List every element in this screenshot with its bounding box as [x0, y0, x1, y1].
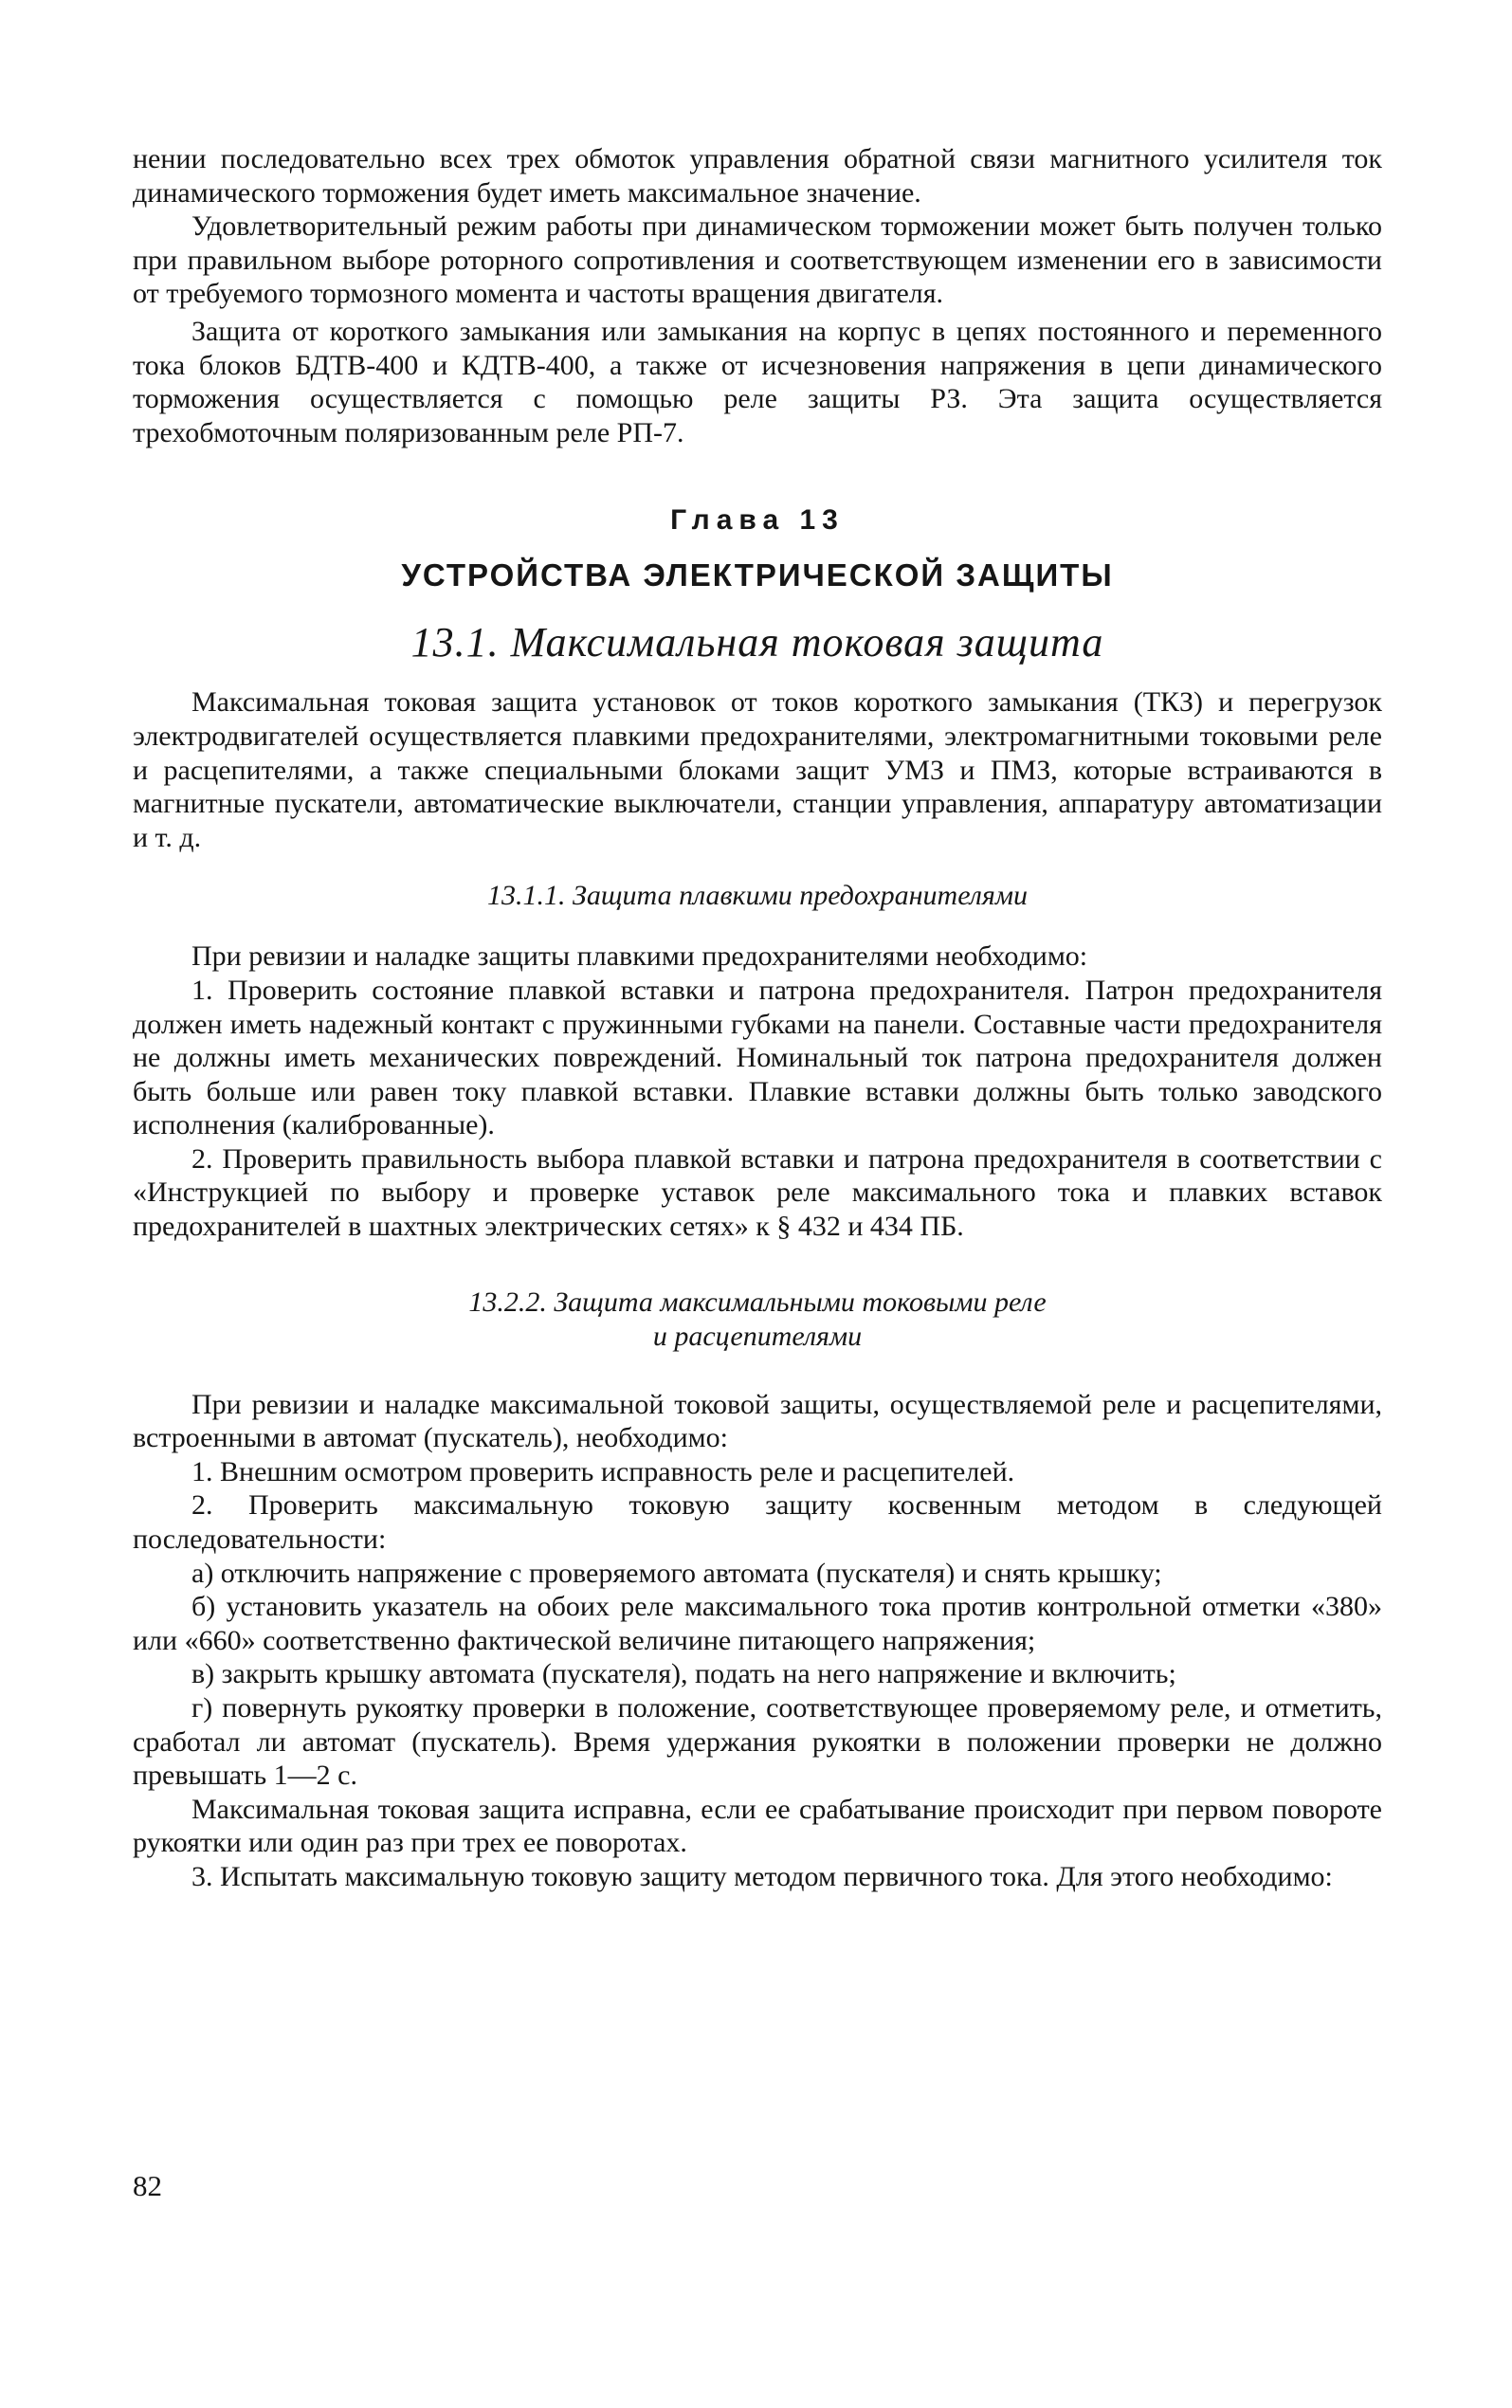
sub2-paragraph-5: 3. Испытать максимальную токовую защиту методом первичного тока. Для этого необходимо: — [191, 1860, 1333, 1892]
sub2-paragraph-2: 1. Внешним осмотром проверить исправность реле и расцепителей. — [191, 1455, 1015, 1487]
intro-paragraph-3: Защита от короткого замыкания или замыкания на корпус в цепях постоянного и переменного тока блоков БДТВ-400 и КДТВ-400, а также от исчезновения напряжения в цепи динамического торможения осуществляется с помощью реле защиты РЗ. Эта защита осуществляется трехобмоточным поляризованным реле РП-7. — [133, 315, 1382, 448]
section-paragraph-1: Максимальная токовая защита установок от токов короткого замыкания (ТКЗ) и перегрузок электродвигателей осуществляется плавкими предохранителями, электромагнитными токовыми реле и расцепителями, а также специальными блоками защит УМЗ и ПМЗ, которые встраиваются в магнитные пускатели, автоматические выключатели, станции управления, аппаратуру автоматизации и т. д. — [133, 686, 1382, 853]
sub2-item-d: г) повернуть рукоятку проверки в положение, соответствующее проверяемому реле, и отметить, сработал ли автомат (пускатель). Время удержания рукоятки в положении проверки не должно превышать 1—2 с. — [133, 1692, 1382, 1792]
sub1-paragraph-3: 2. Проверить правильность выбора плавкой вставки и патрона предохранителя в соответствии с «Инструкцией по выбору и проверке уставок реле максимального тока и плавких вставок предохранителей в шахтных электрических сетях» к § 432 и 434 ПБ. — [133, 1142, 1382, 1243]
subsection-title-2-line-1: 13.2.2. Защита максимальными токовыми реле — [468, 1286, 1047, 1318]
chapter-title: УСТРОЙСТВА ЭЛЕКТРИЧЕСКОЙ ЗАЩИТЫ — [401, 557, 1114, 593]
intro-paragraph-2: Удовлетворительный режим работы при динамическом торможении может быть получен только при правильном выборе роторного сопротивления и соответствующем изменении его в зависимости от требуемого тормозного момента и частоты вращения двигателя. — [133, 210, 1382, 310]
sub1-paragraph-2: 1. Проверить состояние плавкой вставки и патрона предохранителя. Патрон предохранителя должен иметь надежный контакт с пружинными губками на панели. Составные части предохранителя не должны иметь механических повреждений. Номинальный ток патрона предохранителя должен быть больше или равен току плавкой вставки. Плавкие вставки должны быть только заводского исполнения (калиброванные). — [133, 974, 1382, 1141]
sub2-paragraph-4: Максимальная токовая защита исправна, если ее срабатывание происходит при первом повороте рукоятки или один раз при трех ее поворотах. — [133, 1793, 1382, 1859]
intro-paragraph-1: нении последовательно всех трех обмоток управления обратной связи магнитного усилителя ток динамического торможения будет иметь максимальное значение. — [133, 143, 1382, 209]
sub2-item-a: а) отключить напряжение с проверяемого автомата (пускателя) и снять крышку; — [191, 1557, 1162, 1589]
subsection-title-1: 13.1.1. Защита плавкими предохранителями — [487, 880, 1028, 912]
subsection-title-2-line-2: и расцепителями — [652, 1320, 863, 1352]
sub2-paragraph-3: 2. Проверить максимальную токовую защиту косвенным методом в следующей последовательности: — [133, 1489, 1382, 1556]
page-body — [133, 142, 1382, 1894]
sub1-paragraph-1: При ревизии и наладке защиты плавкими предохранителями необходимо: — [191, 940, 1088, 973]
sub2-paragraph-1: При ревизии и наладке максимальной токовой защиты, осуществляемой реле и расцепителями, встроенными в автомат (пускатель), необходимо: — [133, 1388, 1382, 1454]
section-title: 13.1. Максимальная токовая защита — [410, 619, 1104, 666]
sub2-item-c: в) закрыть крышку автомата (пускателя), подать на него напряжение и включить; — [191, 1658, 1176, 1690]
chapter-label: Глава 13 — [670, 504, 845, 537]
page-number: 82 — [133, 2169, 162, 2202]
sub2-item-b: б) установить указатель на обоих реле максимального тока против контрольной отметки «380» или «660» соответственно фактической величине питающего напряжения; — [133, 1591, 1382, 1656]
